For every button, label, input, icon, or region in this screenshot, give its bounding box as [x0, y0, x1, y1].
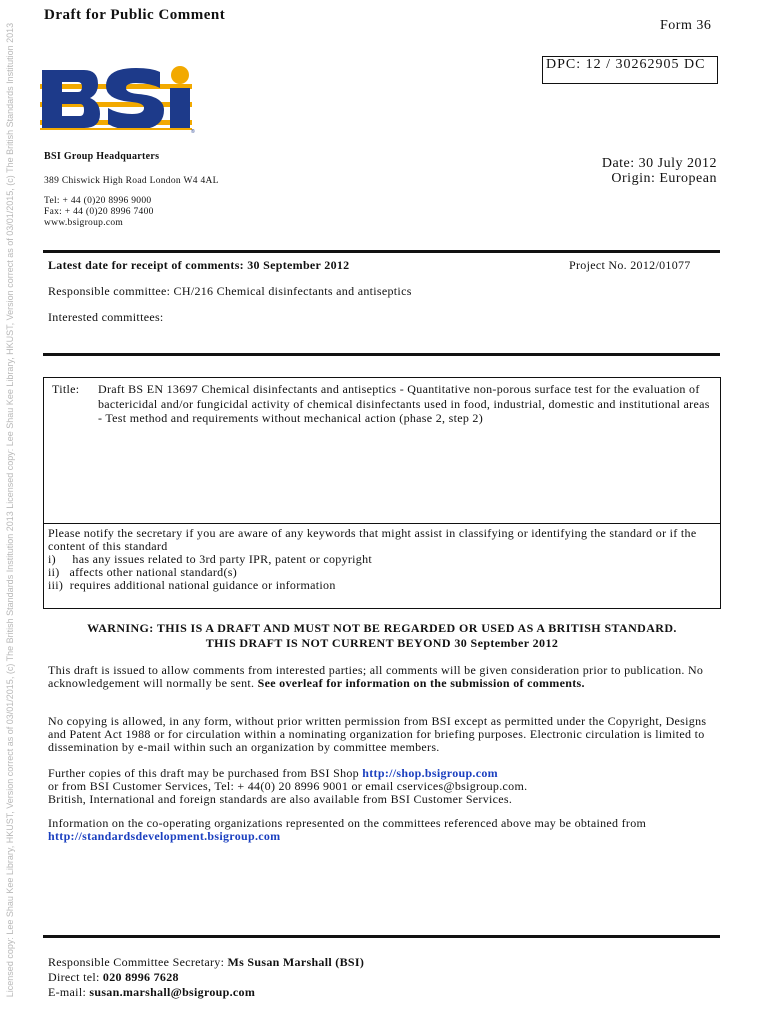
dpc-reference: DPC: 12 / 30262905 DC [546, 57, 706, 72]
email-value[interactable]: susan.marshall@bsigroup.com [89, 985, 256, 999]
notify-intro: Please notify the secretary if you are aware of any keywords that might assist in classifying or identifying the standard or if the content of this standard [48, 526, 697, 553]
issue-date: Date: 30 July 2012 [601, 156, 717, 171]
notify-item: ii) affects other national standard(s) [48, 565, 238, 579]
divider-rule [43, 935, 720, 938]
hq-tel: Tel: + 44 (0)20 8996 9000 [44, 196, 152, 206]
document-title: Draft BS EN 13697 Chemical disinfectants and antiseptics - Quantitative non-porous surface test for the evaluation of bactericidal and/or fungicidal activity of chemical disinfectants used in food, industrial, domestic and institutional areas - Test method and requirements without mechanical action (phase 2, step 2) [98, 382, 710, 425]
interested-committees: Interested committees: [48, 310, 164, 324]
hq-name: BSI Group Headquarters [44, 151, 160, 162]
standards-development-link[interactable]: http://standardsdevelopment.bsigroup.com [48, 829, 281, 843]
standards-availability-text: British, International and foreign standards are also available from BSI Customer Services. [48, 792, 513, 806]
email-label: E-mail: [48, 985, 90, 999]
paragraph-copyright: No copying is allowed, in any form, without prior written permission from BSI except as permitted under the Copyright, Designs and Patent Act 1988 or for circulation within a nominating organization for briefing purposes. Electronic circulation is limited to dissemination by e-mail within such an organization by committee members. [48, 714, 707, 754]
direct-tel-label: Direct tel: [48, 970, 103, 984]
divider-rule [43, 250, 720, 253]
secretary-label: Responsible Committee Secretary: [48, 955, 228, 969]
page-heading: Draft for Public Comment [44, 7, 226, 23]
notify-section [48, 527, 718, 592]
bsi-logo [40, 66, 196, 136]
overleaf-note: See overleaf for information on the submission of comments. [257, 676, 585, 690]
paragraph-purchase [48, 767, 716, 806]
shop-link[interactable]: http://shop.bsigroup.com [362, 766, 498, 780]
origin: Origin: European [611, 171, 717, 186]
secretary-name: Ms Susan Marshall (BSI) [227, 955, 365, 969]
hq-fax: Fax: + 44 (0)20 8996 7400 [44, 207, 154, 217]
organizations-text: Information on the co-operating organizations represented on the committees referenced above may be obtained from [48, 816, 647, 830]
hq-web[interactable]: www.bsigroup.com [44, 218, 124, 228]
warning-line-2: THIS DRAFT IS NOT CURRENT BEYOND 30 September 2012 [205, 636, 559, 650]
paragraph-comments [48, 664, 716, 690]
hq-address: 389 Chiswick High Road London W4 4AL [44, 176, 219, 186]
project-number: Project No. 2012/01077 [569, 258, 691, 272]
comments-text: This draft is issued to allow comments from interested parties; all comments will be given consideration prior to publication. No acknowledgement will normally be sent. [48, 663, 704, 690]
form-number: Form 36 [660, 18, 712, 33]
hq-contact [44, 196, 154, 229]
title-label: Title: [52, 382, 80, 396]
secretary-contact [48, 955, 364, 1000]
direct-tel-value: 020 8996 7628 [102, 970, 179, 984]
draft-warning [43, 621, 721, 651]
warning-line-1: WARNING: THIS IS A DRAFT AND MUST NOT BE REGARDED OR USED AS A BRITISH STANDARD. [87, 621, 677, 635]
license-watermark: Licensed copy: Lee Shau Kee Library, HKUST, Version correct as of 03/01/2015, (c) The British Standards Institution 2013 Licensed copy: Lee Shau Kee Library, HKUST, Version correct as of 03/01/2015, (c) The British Standards Institution 2013 [5, 22, 15, 998]
customer-services-text: or from BSI Customer Services, Tel: + 44(0) 20 8996 9001 or email cservices@bsigroup.com. [48, 779, 528, 793]
divider-rule [43, 353, 720, 356]
notify-item: iii) requires additional national guidance or information [48, 578, 336, 592]
comment-deadline: Latest date for receipt of comments: 30 September 2012 [48, 258, 350, 272]
responsible-committee: Responsible committee: CH/216 Chemical disinfectants and antiseptics [48, 284, 412, 298]
paragraph-organizations [48, 817, 716, 843]
purchase-text: Further copies of this draft may be purchased from BSI Shop [48, 766, 363, 780]
svg-text:®: ® [191, 129, 195, 135]
title-box-divider [43, 523, 721, 524]
date-origin-block [560, 156, 717, 186]
notify-item: i) has any issues related to 3rd party IPR, patent or copyright [48, 552, 373, 566]
